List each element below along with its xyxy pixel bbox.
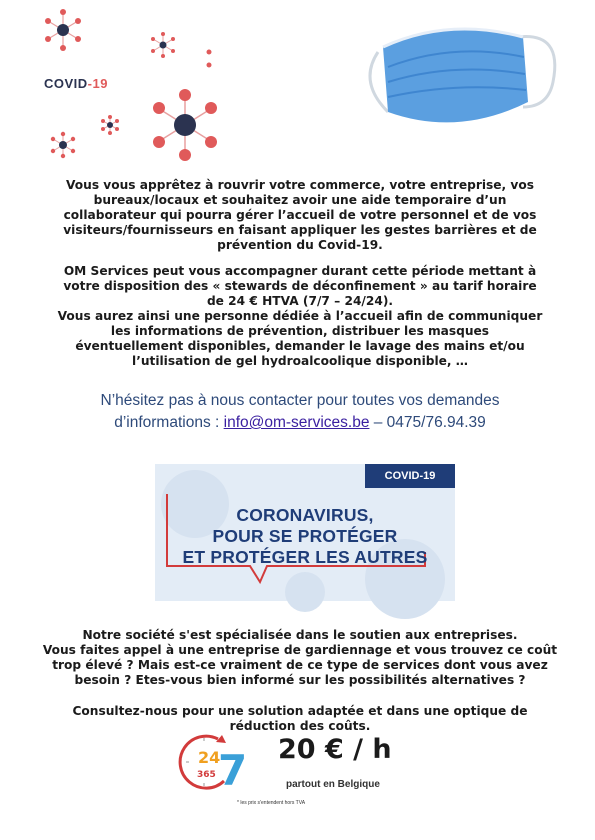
badge-24-text: 24 [198,748,221,767]
contact-line-2 [40,412,560,434]
covid-label-part1: COVID [44,76,88,91]
badge-7-text: 7 [218,746,248,795]
coronavirus-banner [155,464,455,601]
covid-19-label [44,76,108,91]
offer-block [40,628,560,688]
banner-line-1: CORONAVIRUS, [236,505,374,525]
intro-paragraph-1: Vous vous apprêtez à rouvrir votre commerce, votre entreprise, vos bureaux/locaux et souhaitez avoir une aide temporaire d’un collaborateur qui pourra gérer l’accueil de votre personnel et de vos visiteurs/fournisseurs en faisant appliquer les gestes barrières et de prévention du Covid-19. [63,178,537,252]
contact-block [40,390,560,434]
price-footnote: * les prix s'entendent hors TVA [237,800,306,806]
offer-paragraph-2: Vous faites appel à une entreprise de gardiennage et vous trouvez ce coût trop élevé ? Mais est-ce vraiment de ce type de services dont vous avez besoin ? Etes-vous bien informé sur les possibilités alternatives ? [42,643,558,687]
price-subtitle: partout en Belgique [286,779,380,790]
phone-number: – 0475/76.94.39 [369,414,486,431]
banner-covid-tag: COVID-19 [365,464,455,488]
intro-paragraph-3: Vous aurez ainsi une personne dédiée à l’accueil afin de communiquer les informations de prévention, distribuer les masques éventuellement disponibles, demander le lavage des mains et/ou l’utilisation de gel hydroalcoolique disponible, … [57,309,543,368]
contact-prefix: d’informations : [114,414,224,431]
banner-line-2: POUR SE PROTÉGER [212,526,398,546]
intro-block [55,264,545,369]
offer-paragraph-1: Notre société s'est spécialisée dans le soutien aux entreprises. [82,628,518,642]
intro-paragraph-2: OM Services peut vous accompagner durant cette période mettant à votre disposition des « stewards de déconfinement » au tarif horaire de 24 € HTVA (7/7 – 24/24). [63,264,537,308]
banner-line-3: ET PROTÉGER LES AUTRES [182,547,428,567]
covid-label-part2: -19 [87,76,108,91]
badge-365-text: 365 [197,770,216,780]
contact-line-1: N’hésitez pas à nous contacter pour toutes vos demandes [100,392,500,409]
24-7-365-badge [178,733,248,795]
face-mask-image [348,12,568,142]
email-link[interactable]: info@om-services.be [223,414,370,431]
hourly-price: 20 € / h [278,734,392,765]
offer-paragraph-3: Consultez-nous pour une solution adaptée et dans une optique de réduction des coûts. [72,704,528,733]
